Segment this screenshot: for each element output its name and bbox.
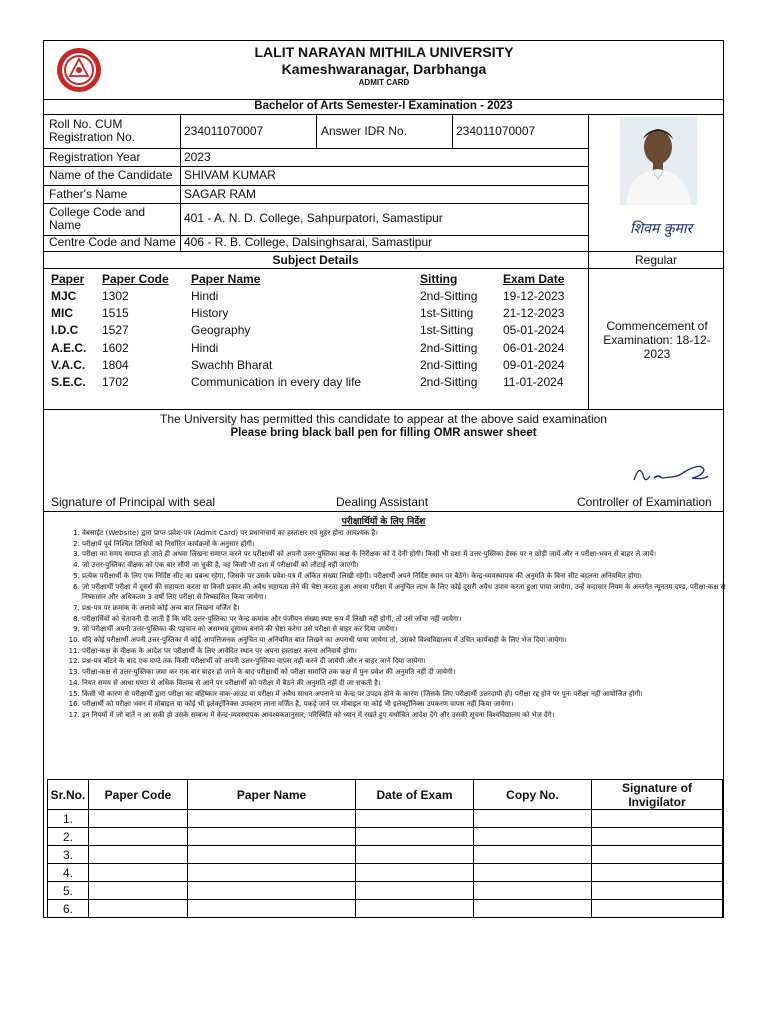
subject-details-title: Subject Details [272,253,359,267]
table-row [48,810,723,828]
inv-empty-cell [89,828,188,846]
university-name: LALIT NARAYAN MITHILA UNIVERSITY [254,44,514,60]
subject-paper: MIC [51,306,73,320]
table-row [48,882,723,900]
subject-exam-date: 11-01-2024 [503,375,564,389]
inv-header-srno: Sr.No. [48,780,89,810]
subject-paper: MJC [51,289,77,303]
instruction-item: 8. परीक्षार्थियों को चेतावनी दी जाती है कि यदि उत्तर-पुस्तिका पर केन्द्र क्रमांक और पंजीयन संख्या स्पष्ट रूप में लिखी नहीं होगी, तो उसे जाँचा नहीं जायेगा। [82,614,732,625]
inv-empty-cell [89,846,188,864]
subject-sitting: 2nd-Sitting [420,358,478,372]
inv-empty-cell [356,810,474,828]
subject-exam-date: 06-01-2024 [503,341,565,355]
subject-sitting: 1st-Sitting [420,323,474,337]
inv-empty-cell [89,882,188,900]
inv-empty-cell [592,882,723,900]
inv-empty-cell [188,846,356,864]
inv-empty-cell [592,900,723,918]
inv-empty-cell [356,900,474,918]
inv-serial-number: 6. [48,900,89,918]
inv-header-copy-no: Copy No. [474,780,592,810]
instruction-item: 12. प्रश्न-पत्र बाँटने के बाद एक घण्टे तक किसी परीक्षार्थी को अपनी उत्तर-पुस्तिका वापस नहीं करने दी जायेगी और न बाहर जाने दिया जायेगा। [82,656,732,667]
principal-signature-label: Signature of Principal with seal [51,495,216,509]
roll-label: Roll No. CUM Registration No. [49,117,136,144]
instruction-item: 4. जो उत्तर-पुस्तिका वीक्षक को एक बार सौंपी जा चुकी है, वह किसी भी दशा में परीक्षार्थी को लौटाई नहीं जाएगी। [82,560,732,571]
subject-sitting: 2nd-Sitting [420,341,478,355]
subject-exam-date: 09-01-2024 [503,358,565,372]
table-row [48,864,723,882]
inv-empty-cell [592,828,723,846]
exam-title: Bachelor of Arts Semester-I Examination - 2023 [254,100,513,112]
inv-header-paper-name: Paper Name [188,780,356,810]
subject-exam-date: 05-01-2024 [503,323,565,337]
candidate-name-value: SHIVAM KUMAR [184,168,276,182]
inv-empty-cell [474,810,592,828]
instruction-item: 16. परीक्षार्थी को परीक्षा भवन में मोबाइल या कोई भी इलेक्ट्रॉनिक्स उपकरण लाना वर्जित है, पकड़े जाने पर मोबाइल या कोई भी इलेक्ट्रॉनिक्स उपकरण वापस नहीं किया जायेगा। [82,699,732,710]
subject-exam-date: 21-12-2023 [503,306,565,320]
subject-paper-name: Hindi [191,289,219,303]
subject-paper-name: Swachh Bharat [191,358,273,372]
subject-paper-code: 1302 [102,289,129,303]
instruction-item: 9. जो परीक्षार्थी अपनी उत्तर-पुस्तिका की पहचान को असम्भव दूसाध्य बनाने की चेष्टा करेगा उसे परीक्षा से बाहर कर दिया जायेगा। [82,624,732,635]
controller-signature-icon [632,460,712,486]
document-type: ADMIT CARD [358,78,410,87]
instruction-item: 7. प्रश्न-पत्र पर क्रमांक के अलावे कोई अन्य बात लिखना वर्जित है। [82,603,732,614]
inv-empty-cell [474,864,592,882]
subject-paper: I.D.C [51,323,79,337]
centre-value: 406 - R. B. College, Dalsinghsarai, Samastipur [184,235,433,249]
university-location: Kameshwaranagar, Darbhanga [281,61,487,77]
subject-paper-name: Communication in every day life [191,375,362,389]
answer-idr-value: 234011070007 [456,124,536,138]
answer-idr-label: Answer IDR No. [321,124,408,138]
subject-paper: A.E.C. [51,341,87,355]
subject-header-paper: Paper [51,272,85,286]
inv-empty-cell [592,864,723,882]
instruction-item: 17. इन नियमों में जो बातें न आ सकी हो उसके सम्बन्ध में केन्द्र-व्यवस्थापक आवश्यकतानुसार, परिस्थिति को ध्यान में रखते हुए यथोचित आदेश देंगे और उसकी सूचना विश्वविद्यालय को भेज देंगे। [82,710,732,721]
subject-paper-code: 1527 [102,323,129,337]
table-row [48,900,723,918]
instruction-item: 11. परीक्षा-कक्ष के वीक्षक के आदेश पर परीक्षार्थी के लिए आवेदित स्थान पर अपना हस्ताक्षर करना अनिवार्य होगा। [82,646,732,657]
subject-paper-name: Hindi [191,341,219,355]
roll-value: 234011070007 [184,124,264,138]
instruction-item: 10. यदि कोई परीक्षार्थी अपनी उत्तर-पुस्तिका में कोई आपत्तिजनक अनुचित या अनियमित बात लिखने का अपराधी पाया जायेगा तो, उसको विश्वविद्यालय में उचित कार्यवाही के लिए भेज दिया जायेगा। [82,635,732,646]
instructions-title: परीक्षार्थियों के लिए निर्देश [341,517,426,527]
instruction-item: 6. जो परीक्षार्थी परीक्षा में दूसरों की सहायता करता या किसी प्रकार की अवैध सहायता लेने की चेष्टा करता हुआ अथवा परीक्षा में अनुचित लाभ के लिए कोई दूसरी अवैध उपाय करता हुआ पाया जायेगा, उन्हें कदाचार नियम के अन्तर्गत न्यूनतम दण्ड, परीक्षा-कक्ष से निष्कासन और अधिकतम 3 वर्षों लिए परीक्षा से निष्कासित किया जायेगा। [82,582,732,603]
subject-exam-date: 19-12-2023 [503,289,565,303]
instruction-item: 15. किसी भी कारण से परीक्षार्थी द्वारा परीक्षा का बहिष्कार वाक-आउट या परीक्षा में अवैध साधन अपनाने या केन्द्र पर उपद्रव होने के कारण (जिसके लिए परीक्षार्थी उत्तरदायी हो) परीक्षा रद्द होने पर पुनः परीक्षा नहीं आयोजित होगी। [82,689,732,700]
registration-year-value: 2023 [184,150,211,164]
instruction-item: 2. परीक्षायें पूर्व निश्चित तिथियों को निर्धारित कार्यक्रमों के अनुसार होंगी। [82,539,732,550]
dealing-assistant-label: Dealing Assistant [336,495,429,509]
subject-paper-code: 1702 [102,375,129,389]
inv-empty-cell [592,810,723,828]
inv-empty-cell [474,846,592,864]
inv-serial-number: 3. [48,846,89,864]
subject-paper-name: Geography [191,323,251,337]
inv-empty-cell [474,828,592,846]
candidate-photo [620,117,697,205]
subject-paper: V.A.C. [51,358,86,372]
commencement-date: Commencement of Examination: 18-12-2023 [603,319,711,361]
inv-empty-cell [188,828,356,846]
subject-header-paper-code: Paper Code [102,272,169,286]
inv-empty-cell [356,864,474,882]
inv-empty-cell [356,828,474,846]
registration-year-label: Registration Year [49,150,141,164]
father-name-value: SAGAR RAM [184,187,257,201]
table-row [48,846,723,864]
centre-label: Centre Code and Name [49,235,176,249]
inv-empty-cell [89,864,188,882]
inv-empty-cell [356,846,474,864]
subject-sitting: 1st-Sitting [420,306,474,320]
subject-header-paper-name: Paper Name [191,272,261,286]
inv-empty-cell [592,846,723,864]
subject-header-exam-date: Exam Date [503,272,565,286]
college-value: 401 - A. N. D. College, Sahpurpatori, Samastipur [184,211,443,225]
invigilator-table [47,779,723,918]
table-row [48,828,723,846]
controller-label: Controller of Examination [577,495,712,509]
inv-serial-number: 2. [48,828,89,846]
subject-sitting: 2nd-Sitting [420,375,478,389]
inv-serial-number: 5. [48,882,89,900]
permission-text: The University has permitted this candidate to appear at the above said examination [160,412,607,426]
candidate-name-label: Name of the Candidate [49,168,173,182]
subject-header-sitting: Sitting [420,272,458,286]
inv-empty-cell [188,882,356,900]
subject-paper: S.E.C. [51,375,86,389]
candidate-status: Regular [634,253,678,267]
inv-header-paper-code: Paper Code [89,780,188,810]
instruction-item: 3. परीक्षा का समय समाप्त हो जाते ही अथवा लिखना समाप्त करने पर परीक्षार्थी को अपनी उत्तर-पुस्तिका कक्ष के निरीक्षक को दे देनी होगी। किसी भी दशा में उत्तर-पुस्तिका डेस्क पर न छोड़ी जायें और न परीक्षा-भवन से बाहर ले जायें। [82,549,732,560]
inv-serial-number: 1. [48,810,89,828]
instruction-item: 1. वेबसाईट (Website) द्वारा प्राप्त प्रवेश-पत्र (Admit Card) पर प्रधानाचार्य का हस्ताक्षर एवं मुहर होना आवश्यक है। [82,528,732,539]
father-name-label: Father's Name [49,187,128,201]
inv-empty-cell [474,900,592,918]
candidate-signature: शिवम कुमार [630,221,693,237]
inv-header-date: Date of Exam [356,780,474,810]
inv-empty-cell [356,882,474,900]
inv-serial-number: 4. [48,864,89,882]
subject-paper-code: 1804 [102,358,129,372]
inv-empty-cell [188,900,356,918]
instructions-list [70,528,732,721]
subject-paper-code: 1602 [102,341,129,355]
instruction-item: 14. नियत समय से आधा घण्टा से अधिक विलम्ब से आने पर परीक्षार्थी को परीक्षा में बैठने की अनुमति नहीं दी जा सकती है। [82,678,732,689]
instruction-item: 5. प्रत्येक परीक्षार्थी के लिए एक निर्दिष्ट सीट का प्रबन्ध रहेगा, जिसके पर उसके प्रवेश-पत्र में अंकित संख्या लिखी रहेगी। परीक्षार्थी अपने निर्दिष्ट स्थान पर बैठेंगे। केन्द्र-व्यवस्थापक की अनुमति के बिना सीट बदलना अनियमित होगा। [82,571,732,582]
inv-empty-cell [89,900,188,918]
instruction-item: 13. परीक्षा-कक्ष से उत्तर-पुस्तिका जमा कर एक बार बाहर हो जाने के बाद परीक्षार्थी को परीक्षा समाप्ति तक कक्ष में पुनः प्रवेश की अनुमति नहीं दी जायेगी। [82,667,732,678]
subject-paper-name: History [191,306,229,320]
inv-empty-cell [188,810,356,828]
subject-paper-code: 1515 [102,306,129,320]
inv-empty-cell [188,864,356,882]
inv-header-signature: Signature of Invigilator [592,780,723,810]
inv-empty-cell [474,882,592,900]
college-label: College Code and Name [49,205,146,232]
pen-instruction: Please bring black ball pen for filling OMR answer sheet [230,427,537,439]
subject-sitting: 2nd-Sitting [420,289,478,303]
inv-empty-cell [89,810,188,828]
